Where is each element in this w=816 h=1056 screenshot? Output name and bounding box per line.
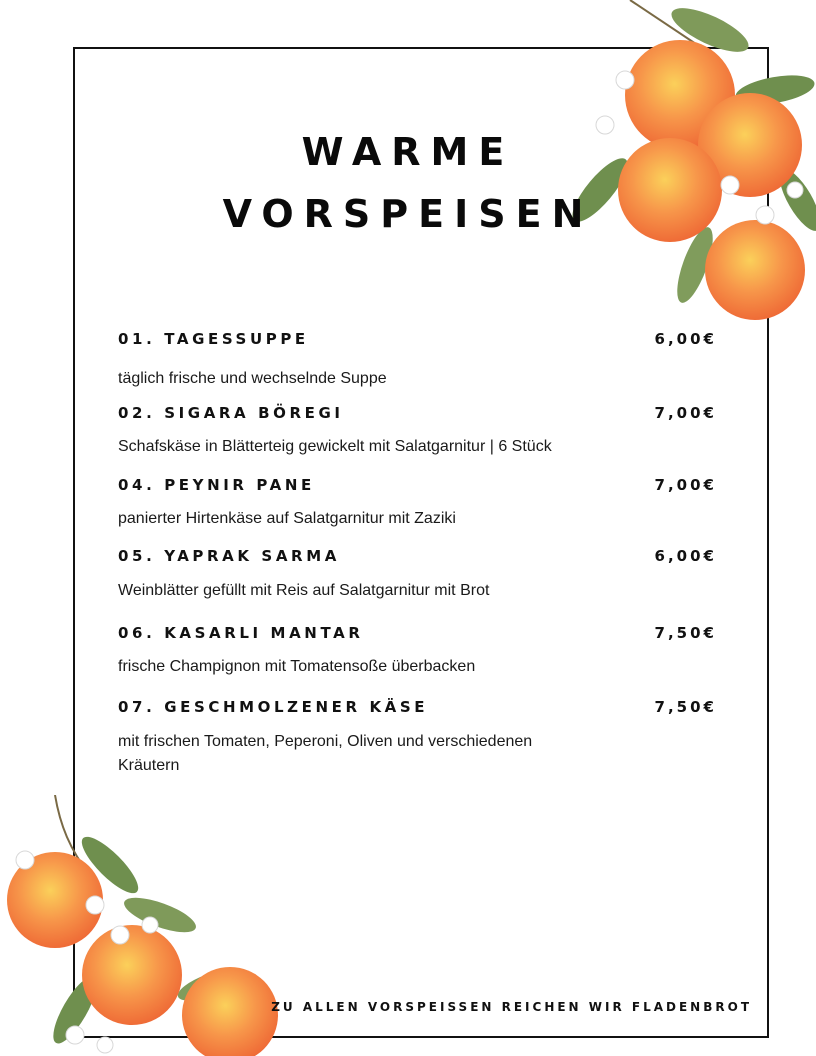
menu-item-price: 7,50€ xyxy=(654,698,717,716)
menu-item-description: Schafskäse in Blätterteig gewickelt mit Salatgarnitur | 6 Stück xyxy=(118,438,552,455)
menu-item-name: 07. GESCHMOLZENER KÄSE xyxy=(118,698,429,716)
menu-item-description: frische Champignon mit Tomatensoße überbacken xyxy=(118,658,476,675)
menu-item-name: 01. TAGESSUPPE xyxy=(118,330,309,348)
menu-item-price: 6,00€ xyxy=(654,330,717,348)
menu-item-price: 7,50€ xyxy=(654,624,717,642)
menu-item-name: 06. KASARLI MANTAR xyxy=(118,624,364,642)
menu-item-name: 05. YAPRAK SARMA xyxy=(118,547,340,565)
menu-item-description: Weinblätter gefüllt mit Reis auf Salatgarnitur mit Brot xyxy=(118,582,490,599)
footer-note: ZU ALLEN VORSPEISSEN REICHEN WIR FLADENBROT xyxy=(271,1000,752,1014)
menu-item-name: 04. PEYNIR PANE xyxy=(118,476,315,494)
oranges-illustration-bottom-left xyxy=(0,795,285,1056)
menu-item-price: 7,00€ xyxy=(654,404,717,422)
menu-item-price: 6,00€ xyxy=(654,547,717,565)
menu-item-price: 7,00€ xyxy=(654,476,717,494)
menu-title-line-2: VORSPEISEN xyxy=(222,192,594,236)
menu-item-description: mit frischen Tomaten, Peperoni, Oliven und verschiedenen Kräutern xyxy=(118,733,533,774)
menu-item-description: panierter Hirtenkäse auf Salatgarnitur mit Zaziki xyxy=(118,510,456,527)
menu-title-line-1: WARME xyxy=(301,130,515,174)
menu-item-description: täglich frische und wechselnde Suppe xyxy=(118,370,387,387)
menu-item-name: 02. SIGARA BÖREGI xyxy=(118,404,344,422)
